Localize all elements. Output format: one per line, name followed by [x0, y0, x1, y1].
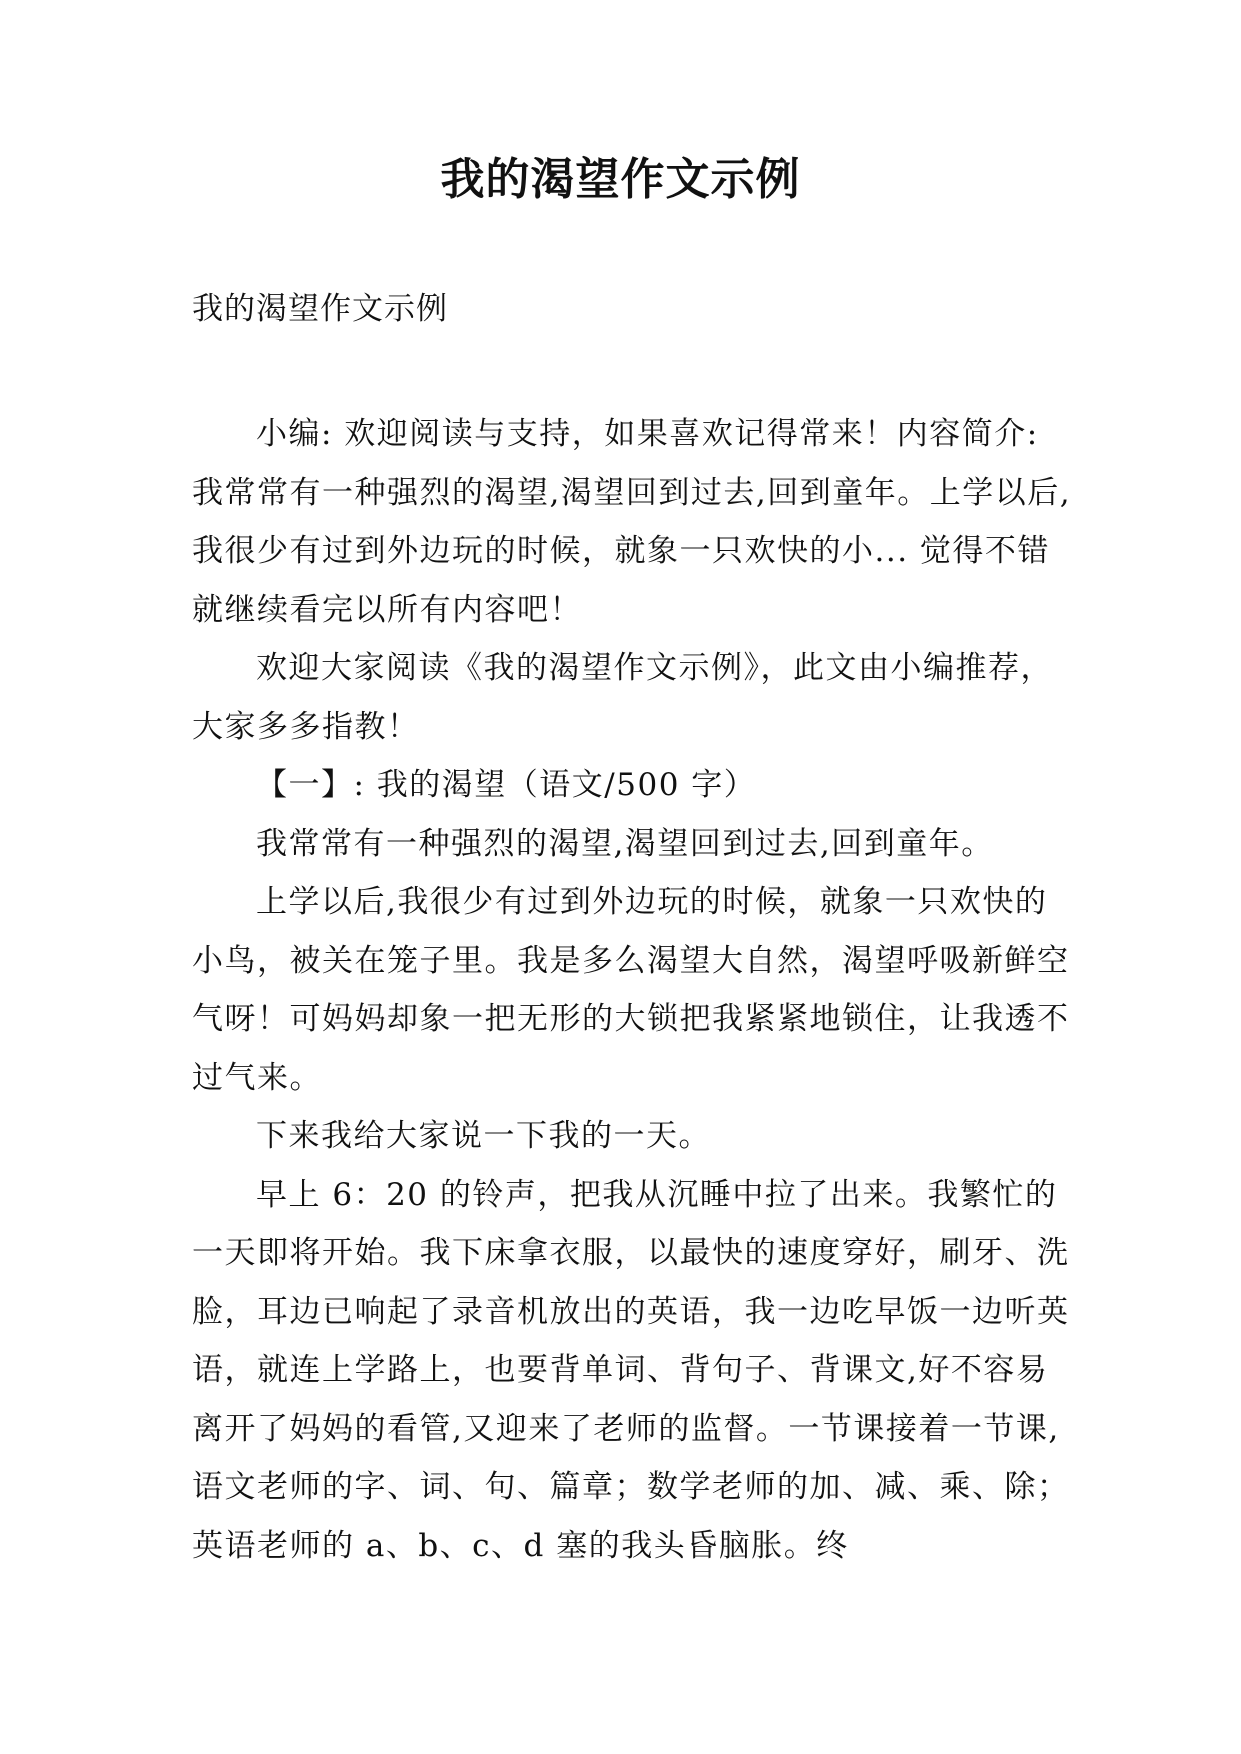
- welcome-paragraph: 欢迎大家阅读《我的渴望作文示例》，此文由小编推荐，大家多多指教！: [192, 650, 1053, 745]
- document-title: 我的渴望作文示例: [440, 154, 801, 205]
- intro-paragraph: 小编: 欢迎阅读与支持，如果喜欢记得常来！内容简介: 我常常有一种强烈的渴望,渴望回到过去,回到童年。上学以后,我很少有过到外边玩的时候，就象一只欢快的小... 觉得不错就继续看完以所有内容吧！: [192, 416, 1072, 628]
- body-paragraph: 上学以后,我很少有过到外边玩的时候，就象一只欢快的小鸟，被关在笼子里。我是多么渴望大自然，渴望呼吸新鲜空气呀！可妈妈却象一把无形的大锁把我紧紧地锁住，让我透不过气来。: [192, 884, 1070, 1096]
- section-heading: 【一】: 我的渴望（语文/500 字）: [256, 767, 757, 803]
- body-paragraph: 下来我给大家说一下我的一天。: [256, 1118, 711, 1154]
- body-paragraph: 早上 6：20 的铃声，把我从沉睡中拉了出来。我繁忙的一天即将开始。我下床拿衣服，以最快的速度穿好，刷牙、洗脸，耳边已响起了录音机放出的英语，我一边吃早饭一边听英语，就连上学路上，也要背单词、背句子、背课文,好不容易离开了妈妈的看管,又迎来了老师的监督。一节课接着一节课,语文老师的字、词、句、篇章；数学老师的加、减、乘、除；英语老师的 a、b、c、d 塞的我头昏脑胀。终: [192, 1176, 1070, 1564]
- document-body: [192, 405, 1072, 1575]
- document-subtitle: 我的渴望作文示例: [192, 291, 448, 327]
- body-paragraph: 我常常有一种强烈的渴望,渴望回到过去,回到童年。: [256, 825, 994, 862]
